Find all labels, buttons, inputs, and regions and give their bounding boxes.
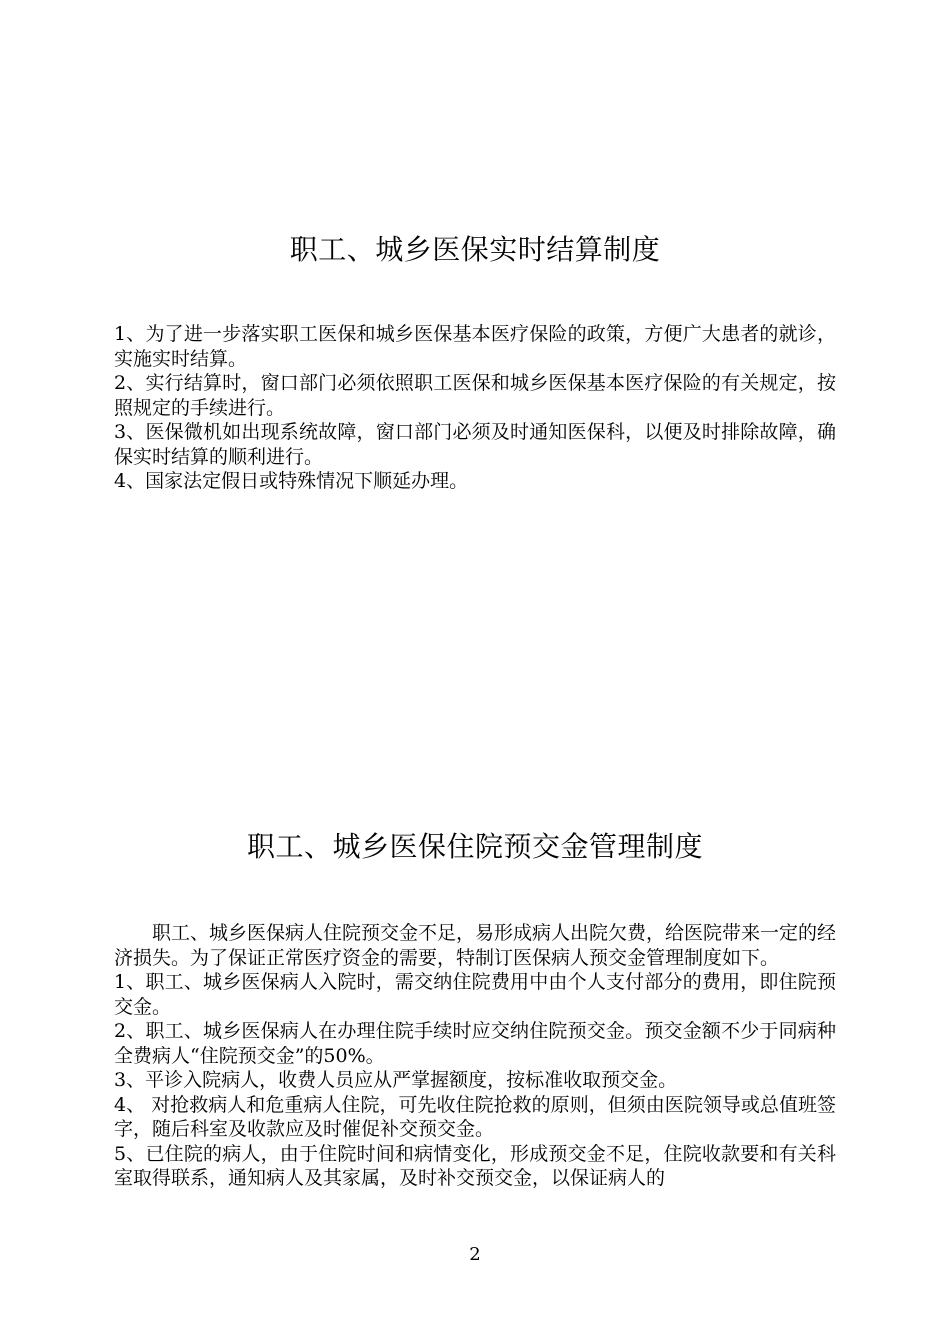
section-title-realtime-settlement: 职工、城乡医保实时结算制度 bbox=[289, 233, 661, 266]
section-body-deposit-management bbox=[114, 921, 836, 1191]
rule-item-1: 1、为了进一步落实职工医保和城乡医保基本医疗保险的政策，方便广大患者的就诊，实施实时结算。 bbox=[114, 323, 836, 370]
section-title-deposit-management: 职工、城乡医保住院预交金管理制度 bbox=[246, 830, 703, 863]
rule-item-4: 4、 对抢救病人和危重病人住院，可先收住院抢救的原则，但须由医院领导或总值班签字，随后科室及收款应及时催促补交预交金。 bbox=[114, 1093, 836, 1140]
rule-item-2: 2、实行结算时，窗口部门必须依照职工医保和城乡医保基本医疗保险的有关规定，按照规定的手续进行。 bbox=[114, 372, 836, 419]
intro-paragraph: 职工、城乡医保病人住院预交金不足，易形成病人出院欠费，给医院带来一定的经济损失。为了保证正常医疗资金的需要，特制订医保病人预交金管理制度如下。 bbox=[114, 922, 837, 969]
rule-item-3: 3、平诊入院病人，收费人员应从严掌握额度，按标准收取预交金。 bbox=[114, 1069, 678, 1091]
page-number: 2 bbox=[469, 1244, 481, 1265]
section-body-realtime-settlement bbox=[114, 322, 836, 494]
rule-item-3: 3、医保微机如出现系统故障，窗口部门必须及时通知医保科，以便及时排除故障，确保实时结算的顺利进行。 bbox=[114, 421, 836, 468]
rule-item-1: 1、职工、城乡医保病人入院时，需交纳住院费用中由个人支付部分的费用，即住院预交金。 bbox=[114, 971, 836, 1018]
rule-item-4: 4、国家法定假日或特殊情况下顺延办理。 bbox=[114, 470, 469, 492]
rule-item-5: 5、已住院的病人，由于住院时间和病情变化，形成预交金不足，住院收款要和有关科室取得联系，通知病人及其家属，及时补交预交金，以保证病人的 bbox=[114, 1142, 836, 1189]
rule-item-2: 2、职工、城乡医保病人在办理住院手续时应交纳住院预交金。预交金额不少于同病种全费病人“住院预交金”的50%。 bbox=[114, 1020, 836, 1067]
